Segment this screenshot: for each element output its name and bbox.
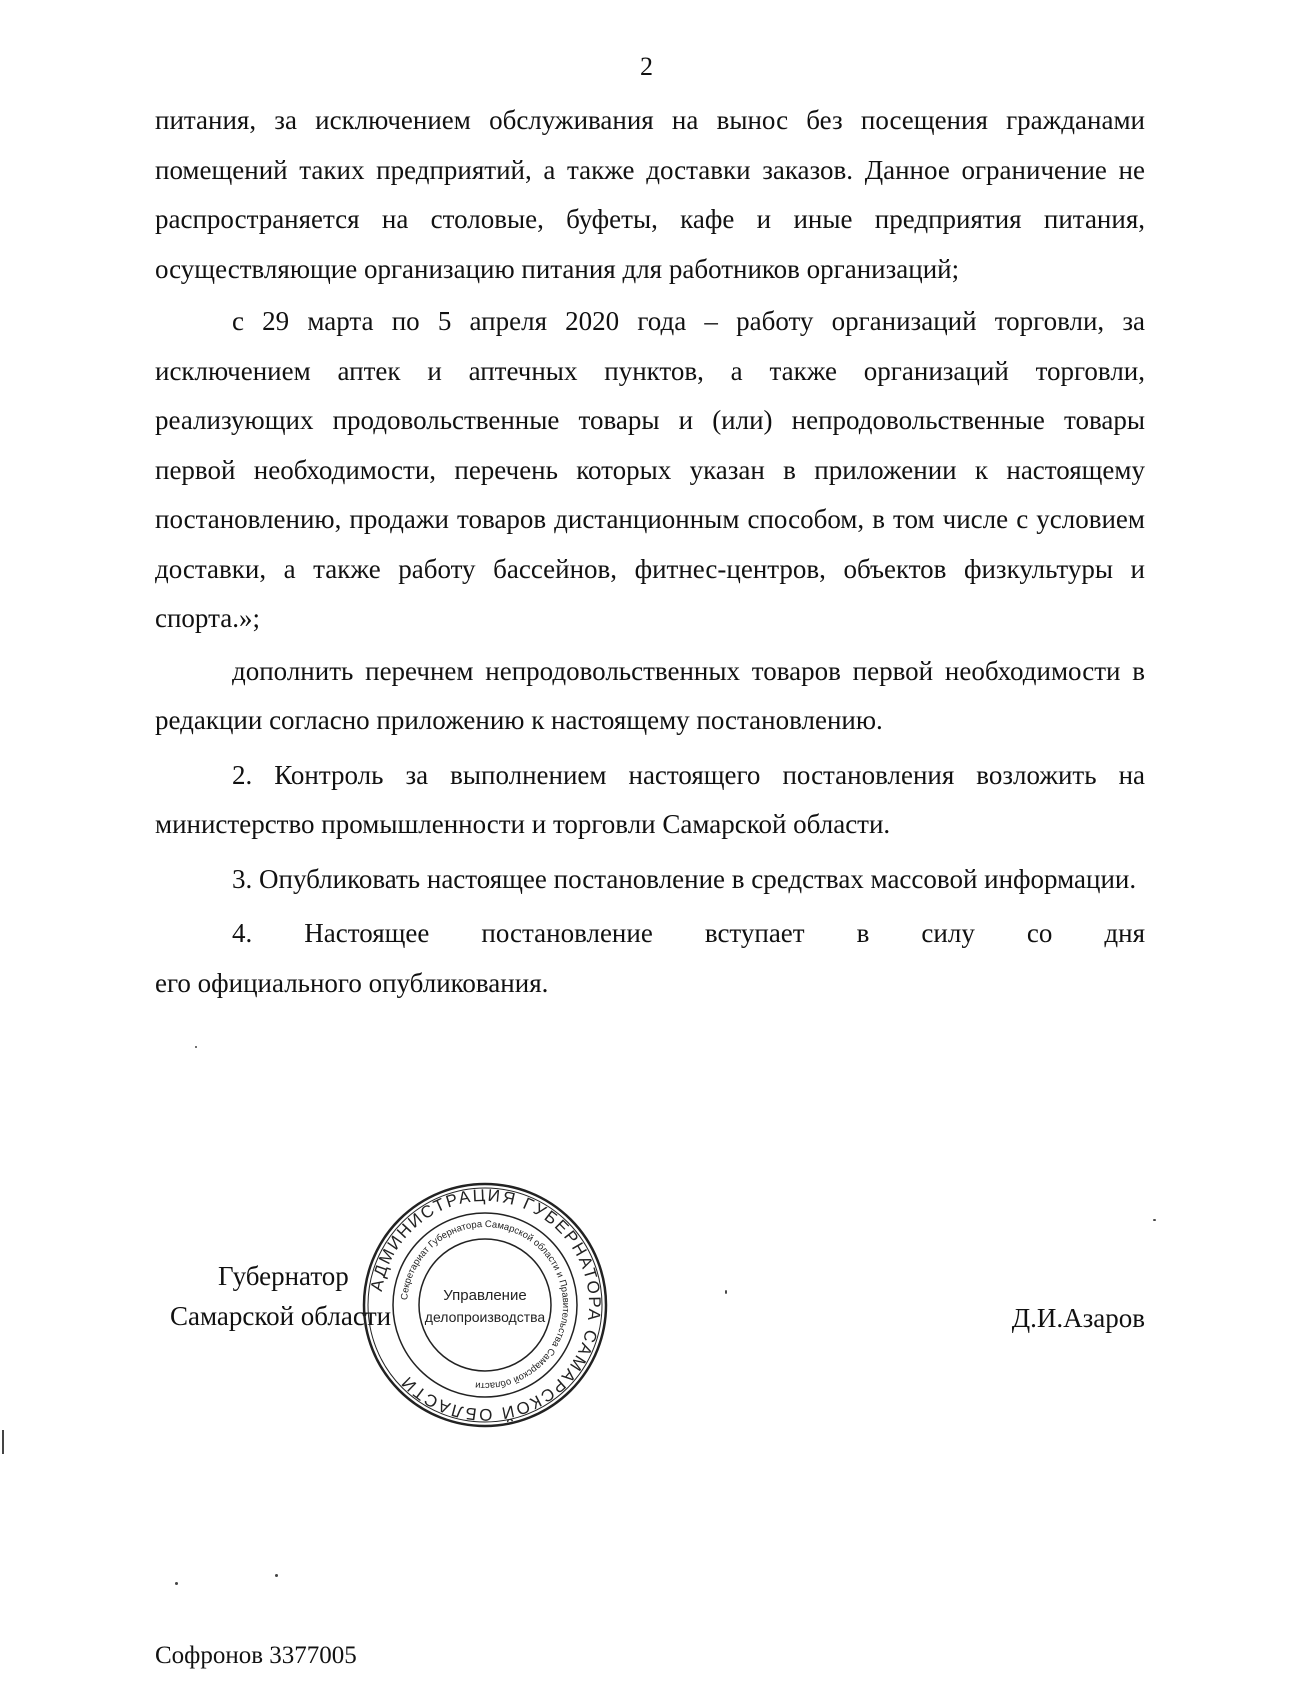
seal-inner-text: Секретариат Губернатора Самарской области и Правительства Самарской области <box>399 1218 572 1392</box>
paragraph-effective-clause-line2: его официального опубликования. <box>155 967 549 998</box>
paragraph-trade-restriction: с 29 марта по 5 апреля 2020 года – работу организаций торговли, за исключением аптек и аптечных пунктов, а также организаций торговли, реализующих продовольственные товары и (или) непродовольственные товары первой необходимости, перечень которых указан в приложении к настоящему постановлению, продажи товаров дистанционным способом, в том числе с условием доставки, а также работу бассейнов, фитнес-центров, объектов физкультуры и спорта.»; <box>155 306 1145 633</box>
svg-text:Секретариат Губернатора Самарс <box>399 1219 571 1391</box>
scan-speck <box>725 1290 727 1294</box>
seal-center-line2: делопроизводства <box>424 1309 546 1325</box>
paragraph-catering-restriction: питания, за исключением обслуживания на вынос без посещения гражданами помещений таких предприятий, а также доставки заказов. Данное ограничение не распространяется на столовые, буфеты, кафе и иные предприятия питания, осуществляющие организацию питания для работников организаций; <box>155 105 1145 284</box>
scan-speck <box>275 1574 278 1577</box>
seal-center-line1: Управление <box>443 1287 527 1304</box>
official-seal <box>360 1180 610 1430</box>
paragraph-publish-clause: 3. Опубликовать настоящее постановление в средствах массовой информации. <box>232 863 1137 894</box>
scan-speck <box>1153 1219 1156 1221</box>
page-number: 2 <box>640 52 653 81</box>
scan-speck <box>195 1046 197 1048</box>
paragraph-control-clause: 2. Контроль за выполнением настоящего постановления возложить на министерство промышленности и торговли Самарской области. <box>155 759 1145 839</box>
scan-speck <box>175 1582 178 1585</box>
document-body <box>155 96 1145 1008</box>
paragraph-effective-clause-line1: 4. Настоящее постановление вступает в силу со дня <box>232 918 1145 948</box>
paragraph-supplement-list: дополнить перечнем непродовольственных товаров первой необходимости в редакции согласно приложению к настоящему постановлению. <box>155 655 1145 735</box>
scan-speck <box>2 1430 4 1454</box>
signatory-title-line2: Самарской области <box>170 1301 392 1331</box>
signatory-title-line1: Губернатор <box>218 1261 349 1291</box>
seal-outer-text: АДМИНИСТРАЦИЯ ГУБЕРНАТОРА САМАРСКОЙ ОБЛАСТИ <box>366 1185 605 1425</box>
executor-contact: Софронов 3377005 <box>155 1642 357 1669</box>
signatory-name: Д.И.Азаров <box>1011 1303 1145 1333</box>
